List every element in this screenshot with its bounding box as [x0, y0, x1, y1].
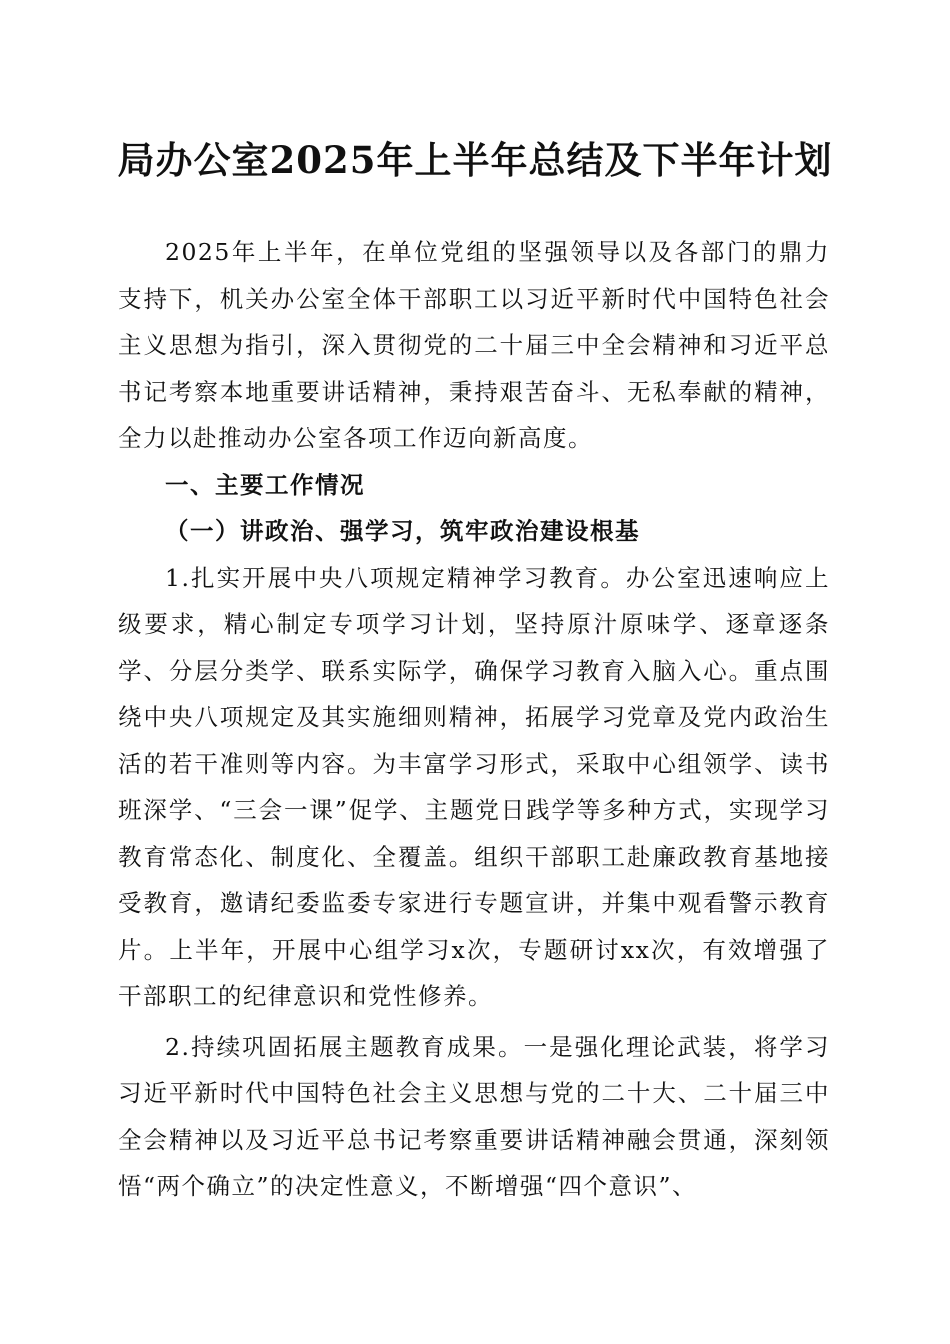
paragraph-item-2: 2.持续巩固拓展主题教育成果。一是强化理论武装，将学习习近平新时代中国特色社会主义思想与党的二十大、二十届三中全会精神以及习近平总书记考察重要讲话精神融会贯通，深刻领悟“两个确立”的决定性意义，不断增强“四个意识”、 — [118, 1032, 830, 1200]
intro-paragraph: 2025年上半年，在单位党组的坚强领导以及各部门的鼎力支持下，机关办公室全体干部职工以习近平新时代中国特色社会主义思想为指引，深入贯彻党的二十届三中全会精神和习近平总书记考察本地重要讲话精神，秉持艰苦奋斗、无私奉献的精神，全力以赴推动办公室各项工作迈向新高度。 — [118, 238, 830, 452]
subsection-heading-politics: （一）讲政治、强学习，筑牢政治建设根基 — [165, 517, 640, 545]
document-title: 局办公室2025年上半年总结及下半年计划 — [117, 138, 833, 182]
document-body — [118, 229, 830, 1210]
section-heading-main-work: 一、主要工作情况 — [165, 470, 365, 499]
paragraph-item-1: 1.扎实开展中央八项规定精神学习教育。办公室迅速响应上级要求，精心制定专项学习计划，坚持原汁原味学、逐章逐条学、分层分类学、联系实际学，确保学习教育入脑入心。重点围绕中央八项规定及其实施细则精神，拓展学习党章及党内政治生活的若干准则等内容。为丰富学习形式，采取中心组领学、读书班深学、“三会一课”促学、主题党日践学等多种方式，实现学习教育常态化、制度化、全覆盖。组织干部职工赴廉政教育基地接受教育，邀请纪委监委专家进行专题宣讲，并集中观看警示教育片。上半年，开展中心组学习x次，专题研讨xx次，有效增强了干部职工的纪律意识和党性修养。 — [118, 563, 830, 1010]
